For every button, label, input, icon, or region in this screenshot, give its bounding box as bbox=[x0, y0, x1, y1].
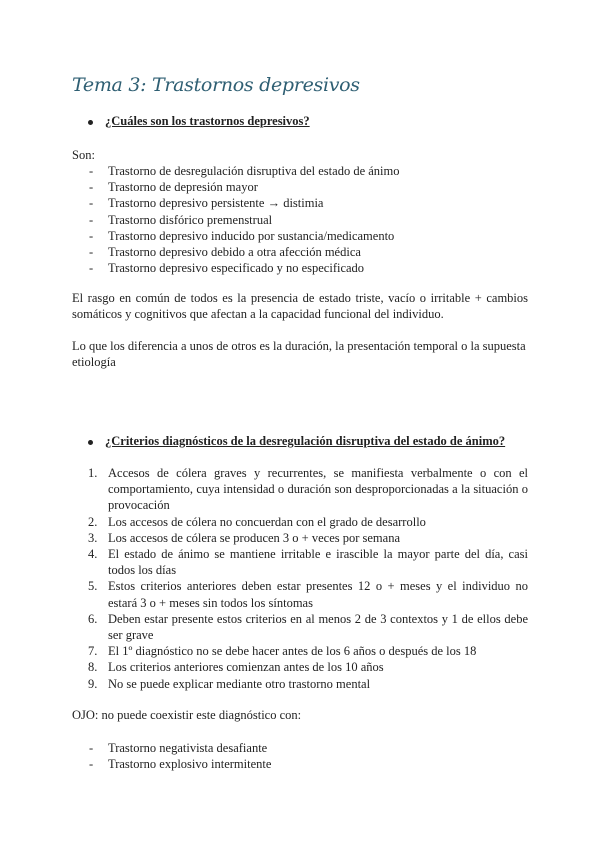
bullet-icon bbox=[88, 440, 93, 445]
list-item: 6. Deben estar presente estos criterios en al menos 2 de 3 contextos y 1 de ellos debe ser grave bbox=[88, 611, 528, 643]
list-item: 9. No se puede explicar mediante otro trastorno mental bbox=[88, 676, 371, 691]
exclusion-list bbox=[72, 740, 271, 772]
paragraph: El rasgo en común de todos es la presencia de estado triste, vacío o irritable + cambios somáticos y cognitivos que afectan a la capacidad funcional del individuo. bbox=[72, 291, 528, 321]
list-item: 4. El estado de ánimo se mantiene irritable e irascible la mayor parte del día, casi todos los días bbox=[88, 547, 528, 578]
list-item: - Trastorno depresivo inducido por sustancia/medicamento bbox=[89, 228, 395, 243]
list-item: 1. Accesos de cólera graves y recurrentes, se manifiesta verbalmente o con el comportamiento, cuya intensidad o duración son desproporcionadas a la situación o provocación bbox=[88, 466, 528, 513]
section-heading-2 bbox=[88, 434, 505, 449]
list-item: 5. Estos criterios anteriores deben estar presentes 12 o + meses y el individuo no estará 3 o + meses sin todos los síntomas bbox=[88, 579, 528, 610]
list-item: 8. Los criterios anteriores comienzan antes de los 10 años bbox=[88, 660, 384, 675]
list-item: - Trastorno de desregulación disruptiva del estado de ánimo bbox=[89, 164, 400, 178]
list-item: - Trastorno disfórico premenstrual bbox=[89, 212, 273, 227]
disorder-list bbox=[72, 163, 400, 276]
criteria-list bbox=[72, 465, 528, 692]
list-item: 7. El 1º diagnóstico no se debe hacer antes de los 6 años o después de los 18 bbox=[88, 644, 477, 659]
list-item: 3. Los accesos de cólera se producen 3 o + veces por semana bbox=[88, 530, 400, 545]
section-heading-text: ¿Cuáles son los trastornos depresivos? bbox=[105, 114, 310, 128]
list-item: 2. Los accesos de cólera no concuerdan con el grado de desarrollo bbox=[88, 514, 426, 529]
list-item: - Trastorno explosivo intermitente bbox=[89, 757, 272, 772]
list-item: - Trastorno depresivo persistente → distimia bbox=[89, 196, 324, 211]
section-heading-text: ¿Criterios diagnósticos de la desregulación disruptiva del estado de ánimo? bbox=[105, 434, 506, 448]
bullet-icon bbox=[88, 120, 93, 125]
section-heading-1 bbox=[88, 114, 310, 129]
list-item: - Trastorno negativista desafiante bbox=[89, 741, 268, 755]
list-item: - Trastorno de depresión mayor bbox=[89, 180, 258, 195]
note-text: OJO: no puede coexistir este diagnóstico con: bbox=[72, 708, 302, 722]
intro-text: Son: bbox=[72, 148, 95, 162]
list-item: - Trastorno depresivo especificado y no especificado bbox=[89, 261, 365, 276]
page-title: Tema 3: Trastornos depresivos bbox=[72, 74, 360, 96]
list-item: - Trastorno depresivo debido a otra afección médica bbox=[89, 244, 361, 259]
paragraph: Lo que los diferencia a unos de otros es la duración, la presentación temporal o la supuesta etiología bbox=[72, 339, 526, 369]
